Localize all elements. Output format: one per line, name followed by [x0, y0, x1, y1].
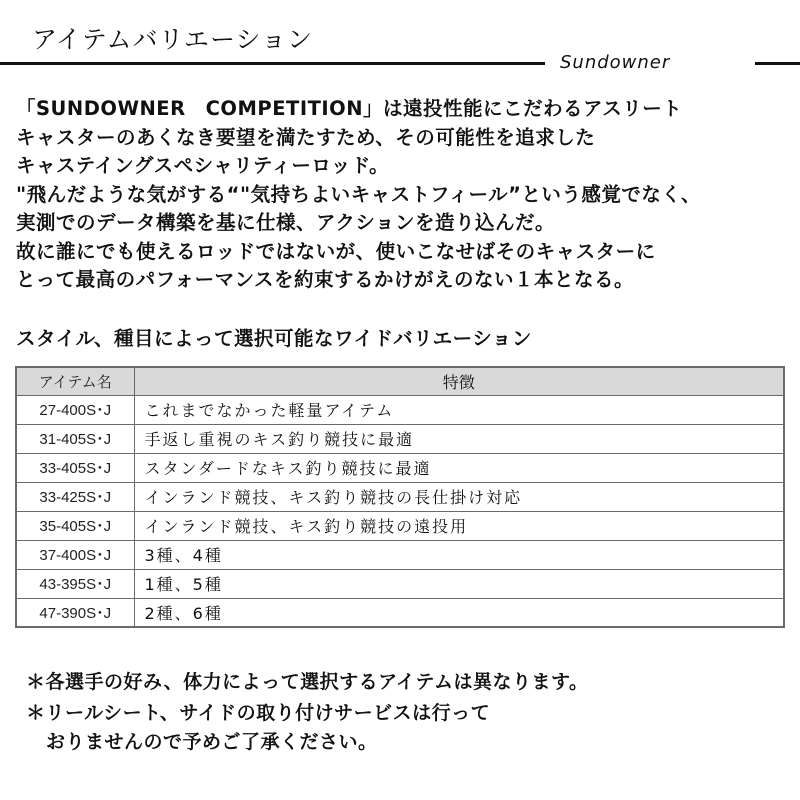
note-item-preference: ＊各選手の好み、体力によって選択するアイテムは異なります。 [26, 671, 589, 693]
item-name-cell: 35-405S･J [16, 511, 134, 540]
note-line: おりませんので予めご了承ください。 [46, 731, 378, 753]
table-row [16, 453, 784, 482]
item-name-cell: 31-405S･J [16, 424, 134, 453]
variations-heading: スタイル、種目によって選択可能なワイドバリエーション [16, 327, 532, 350]
intro-line: "飛んだような気がする“"気持ちよいキャストフィール”という感覚でなく、 [16, 182, 702, 206]
intro-line: キャスターのあくなき要望を満たすため、その可能性を追求した [16, 125, 596, 149]
table-row [16, 482, 784, 511]
table-row [16, 395, 784, 424]
intro-line: キャステイングスペシャリティーロッド。 [16, 154, 390, 177]
brand-logo: Sundowner [560, 52, 671, 73]
note-line: ＊リールシート、サイドの取り付けサービスは行って [26, 702, 491, 724]
column-header-feature: 特徴 [134, 367, 784, 395]
table-header-row [16, 367, 784, 395]
feature-cell: スタンダードなキス釣り競技に最適 [134, 453, 784, 482]
feature-cell: インランド競技、キス釣り競技の遠投用 [134, 511, 784, 540]
table-row [16, 598, 784, 627]
table-row [16, 511, 784, 540]
table-row [16, 569, 784, 598]
intro-line: 「SUNDOWNER COMPETITION」は遠投性能にこだわるアスリート [16, 97, 683, 120]
intro-line: とって最高のパフォーマンスを約束するかけがえのない１本となる。 [16, 268, 635, 291]
intro-line: 実測でのデータ構築を基に仕様、アクションを造り込んだ。 [16, 211, 556, 234]
intro-paragraph [16, 95, 796, 295]
page-title: アイテムバリエーション [32, 25, 314, 54]
item-name-cell: 33-425S･J [16, 482, 134, 511]
table-row [16, 424, 784, 453]
item-name-cell: 27-400S･J [16, 395, 134, 424]
intro-line: 故に誰にでも使えるロッドではないが、使いこなせばそのキャスターに [16, 239, 656, 263]
item-name-cell: 33-405S･J [16, 453, 134, 482]
feature-cell: これまでなかった軽量アイテム [134, 395, 784, 424]
item-name-cell: 43-395S･J [16, 569, 134, 598]
column-header-item-name: アイテム名 [16, 367, 134, 395]
note-item-reel-seat [26, 699, 786, 757]
header-divider-right [755, 62, 800, 65]
feature-cell: 3種、4種 [134, 540, 784, 569]
variations-table [15, 366, 785, 628]
feature-cell: 1種、5種 [134, 569, 784, 598]
table-row [16, 540, 784, 569]
notes-section [26, 668, 786, 757]
feature-cell: 2種、6種 [134, 598, 784, 627]
item-name-cell: 37-400S･J [16, 540, 134, 569]
feature-cell: 手返し重視のキス釣り競技に最適 [134, 424, 784, 453]
item-name-cell: 47-390S･J [16, 598, 134, 627]
feature-cell: インランド競技、キス釣り競技の長仕掛け対応 [134, 482, 784, 511]
header-divider-left [0, 62, 545, 65]
